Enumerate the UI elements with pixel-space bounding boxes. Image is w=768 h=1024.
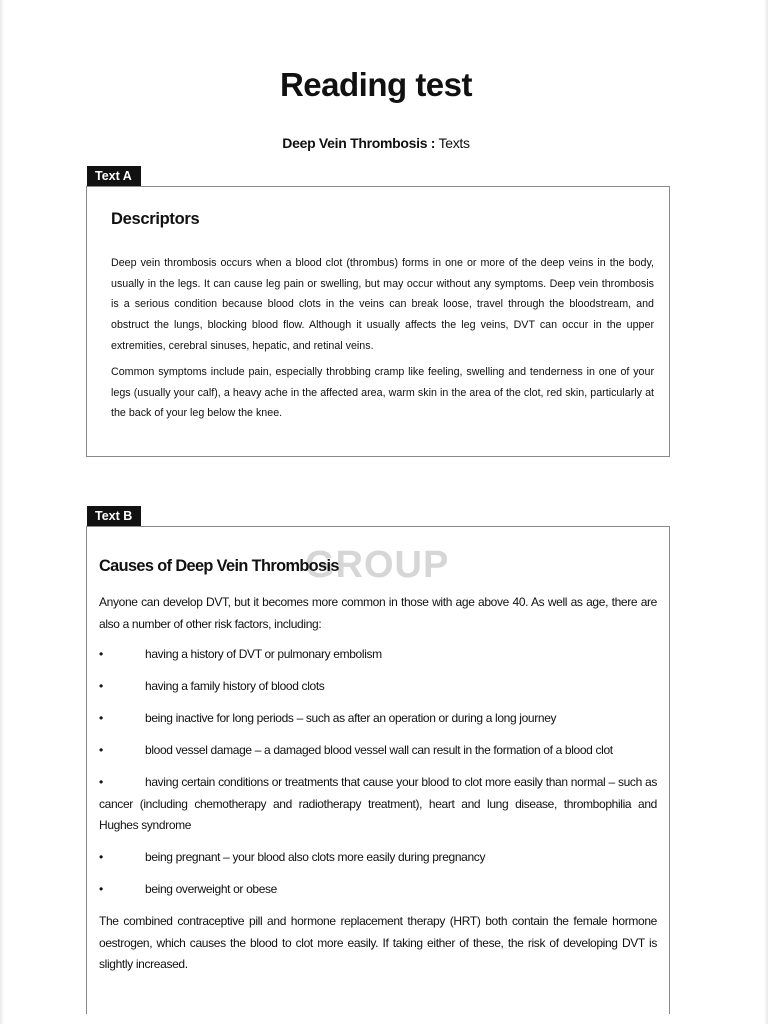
- bullet-text: being overweight or obese: [145, 882, 278, 896]
- bullet-icon: •: [99, 743, 103, 757]
- bullet-item: [99, 772, 657, 837]
- text-a-paragraph: Deep vein thrombosis occurs when a blood clot (thrombus) forms in one or more of the deep veins in the body, usually in the legs. It can cause leg pain or swelling, but may occur without any symptoms. Deep vein thrombosis is a serious condition because blood clots in the veins can break loose, travel through the bloodstream, and obstruct the lungs, blocking blood flow. Although it usually affects the leg veins, DVT can occur in the upper extremities, cerebral sinuses, hepatic, and retinal veins.: [111, 257, 654, 352]
- bullet-text: having a history of DVT or pulmonary embolism: [145, 647, 382, 661]
- text-b-intro: Anyone can develop DVT, but it becomes more common in those with age above 40. As well as age, there are also a number of other risk factors, including:: [99, 595, 657, 631]
- bullet-icon: •: [99, 711, 103, 725]
- text-a-paragraph: Common symptoms include pain, especially throbbing cramp like feeling, swelling and tenderness in one of your legs (usually your calf), a heavy ache in the affected area, warm skin in the area of the clot, red skin, particularly at the back of your leg below the knee.: [111, 366, 654, 420]
- bullet-item: [99, 740, 657, 762]
- bullet-item: [99, 644, 657, 666]
- text-a-tag: Text A: [87, 166, 141, 186]
- bullet-icon: •: [99, 775, 103, 789]
- text-b-outro: The combined contraceptive pill and hormone replacement therapy (HRT) both contain the female hormone oestrogen, which causes the blood to clot more easily. If taking either of these, the risk of developing DVT is slightly increased.: [99, 914, 657, 971]
- bullet-item: [99, 676, 657, 698]
- bullet-icon: •: [99, 882, 103, 896]
- page-title: Reading test: [279, 66, 473, 103]
- bullet-text: having certain conditions or treatments that cause your blood to clot more easily than normal – such as cancer (including chemotherapy and radiotherapy treatment), heart and lung disease, thrombophilia and Hughes syndrome: [99, 775, 657, 832]
- bullet-text: being pregnant – your blood also clots more easily during pregnancy: [145, 850, 486, 864]
- bullet-item: [99, 879, 657, 901]
- text-b-heading: Causes of Deep Vein Thrombosis: [99, 557, 339, 575]
- text-a-heading: Descriptors: [111, 210, 200, 228]
- bullet-item: [99, 847, 657, 869]
- bullet-text: blood vessel damage – a damaged blood vessel wall can result in the formation of a blood clot: [145, 743, 613, 757]
- watermark: GROUP: [305, 544, 450, 586]
- page-edge: [764, 0, 768, 1024]
- subtitle-kind: Texts: [438, 135, 470, 151]
- bullet-icon: •: [99, 647, 103, 661]
- bullet-item: [99, 708, 657, 730]
- bullet-text: being inactive for long periods – such as after an operation or during a long journey: [145, 711, 557, 725]
- bullet-icon: •: [99, 850, 103, 864]
- bullet-text: having a family history of blood clots: [145, 679, 325, 693]
- subtitle: [0, 135, 752, 151]
- text-b-tag: Text B: [87, 506, 141, 526]
- subtitle-topic: Deep Vein Thrombosis :: [282, 135, 436, 151]
- bullet-icon: •: [99, 679, 103, 693]
- page-edge: [0, 0, 4, 1024]
